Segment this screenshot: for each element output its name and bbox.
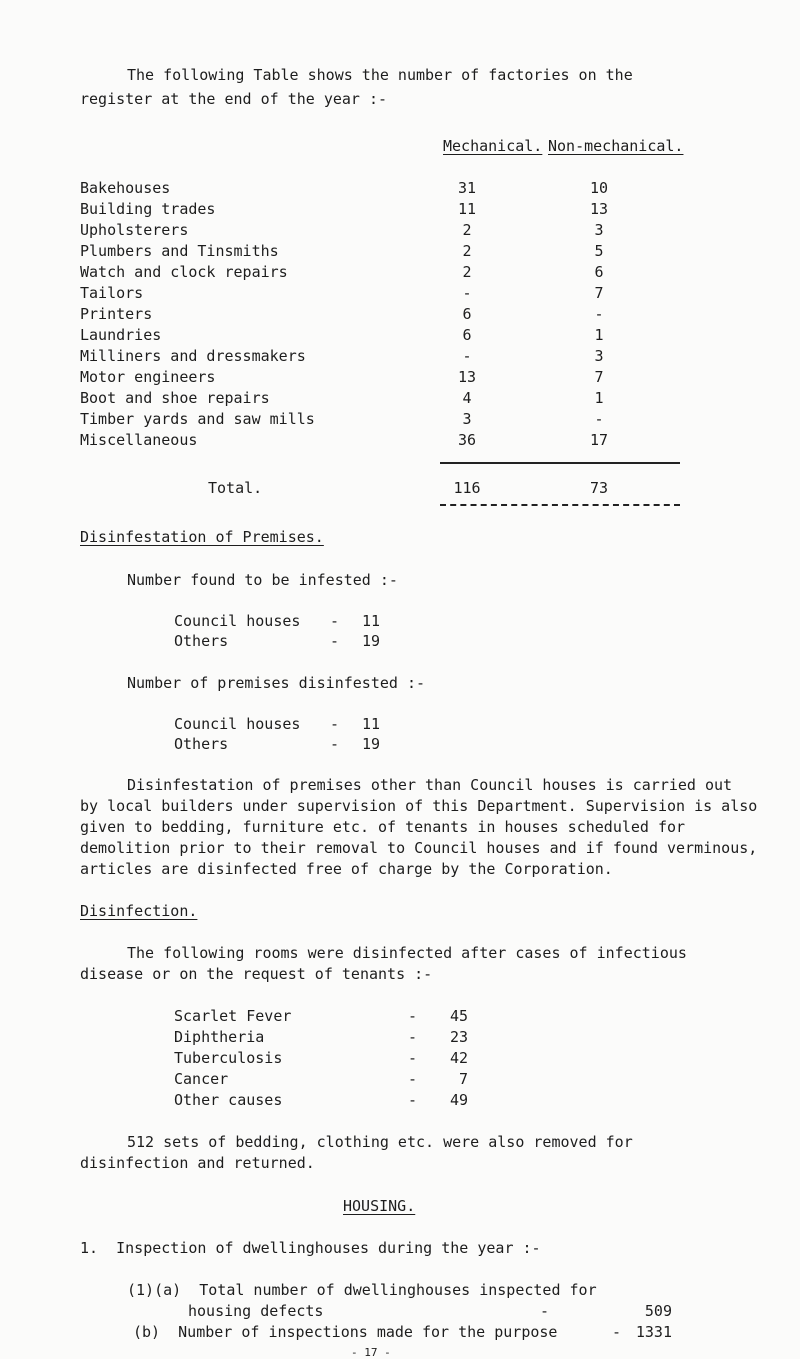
housing-a-label-1: (1)(a) Total number of dwellinghouses inspected for <box>127 1281 597 1299</box>
non-mechanical-value: 3 <box>594 221 604 239</box>
item-dash: - <box>330 632 340 650</box>
non-mechanical-value: - <box>594 305 604 323</box>
item-dash: - <box>330 715 340 733</box>
mechanical-value: 31 <box>457 179 477 197</box>
item-label: Cancer <box>174 1070 229 1088</box>
bedding-line-2: disinfection and returned. <box>80 1154 315 1172</box>
housing-b-value: 1331 <box>635 1323 672 1341</box>
row-label: Boot and shoe repairs <box>80 389 270 407</box>
item-label: Others <box>174 735 229 753</box>
paragraph-line: given to bedding, furniture etc. of tenants in houses scheduled for <box>80 818 686 836</box>
mechanical-value: 2 <box>462 242 472 260</box>
item-dash: - <box>408 1091 418 1109</box>
mechanical-value: 3 <box>462 410 472 428</box>
non-mechanical-value: 7 <box>594 368 604 386</box>
non-mechanical-value: 7 <box>594 284 604 302</box>
item-label: Other causes <box>174 1091 283 1109</box>
row-label: Timber yards and saw mills <box>80 410 315 428</box>
disinfection-intro-1: The following rooms were disinfected after cases of infectious <box>127 944 687 962</box>
row-label: Tailors <box>80 284 144 302</box>
mechanical-value: 36 <box>457 431 477 449</box>
item-label: Diphtheria <box>174 1028 265 1046</box>
housing-b-label: (b) Number of inspections made for the purpose <box>133 1323 558 1341</box>
mechanical-value: - <box>462 347 472 365</box>
total-label: Total. <box>208 479 263 497</box>
non-mechanical-value: 17 <box>589 431 609 449</box>
row-label: Milliners and dressmakers <box>80 347 306 365</box>
item-value: 49 <box>449 1091 468 1109</box>
item-value: 19 <box>361 632 380 650</box>
column-header-mechanical: Mechanical. <box>443 137 543 155</box>
item-value: 42 <box>449 1049 468 1067</box>
total-rule-bottom <box>440 504 680 506</box>
intro-line-1: The following Table shows the number of factories on the <box>127 66 633 84</box>
housing-heading: HOUSING. <box>343 1197 416 1215</box>
non-mechanical-value: 1 <box>594 389 604 407</box>
disinfection-intro-2: disease or on the request of tenants :- <box>80 965 433 983</box>
item-label: Council houses <box>174 715 301 733</box>
row-label: Laundries <box>80 326 162 344</box>
item-dash: - <box>408 1070 418 1088</box>
paragraph-line: articles are disinfected free of charge by the Corporation. <box>80 860 613 878</box>
item-label: Scarlet Fever <box>174 1007 292 1025</box>
non-mechanical-value: 6 <box>594 263 604 281</box>
non-mechanical-value: 3 <box>594 347 604 365</box>
non-mechanical-value: 10 <box>589 179 609 197</box>
item-value: 11 <box>361 715 380 733</box>
disinfection-heading: Disinfection. <box>80 902 198 920</box>
item-value: 45 <box>449 1007 468 1025</box>
total-non-mechanical: 73 <box>589 479 609 497</box>
row-label: Building trades <box>80 200 216 218</box>
mechanical-value: 13 <box>457 368 477 386</box>
mechanical-value: 4 <box>462 389 472 407</box>
item-dash: - <box>408 1028 418 1046</box>
row-label: Bakehouses <box>80 179 171 197</box>
paragraph-line: Disinfestation of premises other than Council houses is carried out <box>127 776 733 794</box>
mechanical-value: 11 <box>457 200 477 218</box>
housing-a-value: 509 <box>644 1302 672 1320</box>
disinfestation-heading: Disinfestation of Premises. <box>80 528 324 546</box>
housing-a-dash: - <box>540 1302 550 1320</box>
item-label: Tuberculosis <box>174 1049 283 1067</box>
item-value: 19 <box>361 735 380 753</box>
row-label: Motor engineers <box>80 368 216 386</box>
item-value: 11 <box>361 612 380 630</box>
item-value: 7 <box>458 1070 468 1088</box>
disinfested-label: Number of premises disinfested :- <box>127 674 426 692</box>
total-rule-top <box>440 462 680 464</box>
item-dash: - <box>408 1049 418 1067</box>
housing-item-1: 1. Inspection of dwellinghouses during the year :- <box>80 1239 541 1257</box>
non-mechanical-value: 5 <box>594 242 604 260</box>
paragraph-line: by local builders under supervision of this Department. Supervision is also <box>80 797 758 815</box>
item-dash: - <box>408 1007 418 1025</box>
mechanical-value: 6 <box>462 305 472 323</box>
item-dash: - <box>330 612 340 630</box>
item-label: Council houses <box>174 612 301 630</box>
mechanical-value: - <box>462 284 472 302</box>
page-number: - 17 - <box>351 1346 391 1359</box>
non-mechanical-value: - <box>594 410 604 428</box>
item-dash: - <box>330 735 340 753</box>
intro-line-2: register at the end of the year :- <box>80 90 388 108</box>
item-value: 23 <box>449 1028 468 1046</box>
row-label: Printers <box>80 305 153 323</box>
row-label: Plumbers and Tinsmiths <box>80 242 279 260</box>
housing-b-dash: - <box>612 1323 622 1341</box>
paragraph-line: demolition prior to their removal to Council houses and if found verminous, <box>80 839 758 857</box>
non-mechanical-value: 13 <box>589 200 609 218</box>
item-label: Others <box>174 632 229 650</box>
mechanical-value: 2 <box>462 263 472 281</box>
total-mechanical: 116 <box>453 479 481 497</box>
row-label: Upholsterers <box>80 221 189 239</box>
mechanical-value: 2 <box>462 221 472 239</box>
housing-a-label-2: housing defects <box>188 1302 324 1320</box>
row-label: Watch and clock repairs <box>80 263 288 281</box>
mechanical-value: 6 <box>462 326 472 344</box>
infested-label: Number found to be infested :- <box>127 571 398 589</box>
row-label: Miscellaneous <box>80 431 198 449</box>
bedding-line-1: 512 sets of bedding, clothing etc. were also removed for <box>127 1133 633 1151</box>
non-mechanical-value: 1 <box>594 326 604 344</box>
column-header-non-mechanical: Non-mechanical. <box>548 137 684 155</box>
